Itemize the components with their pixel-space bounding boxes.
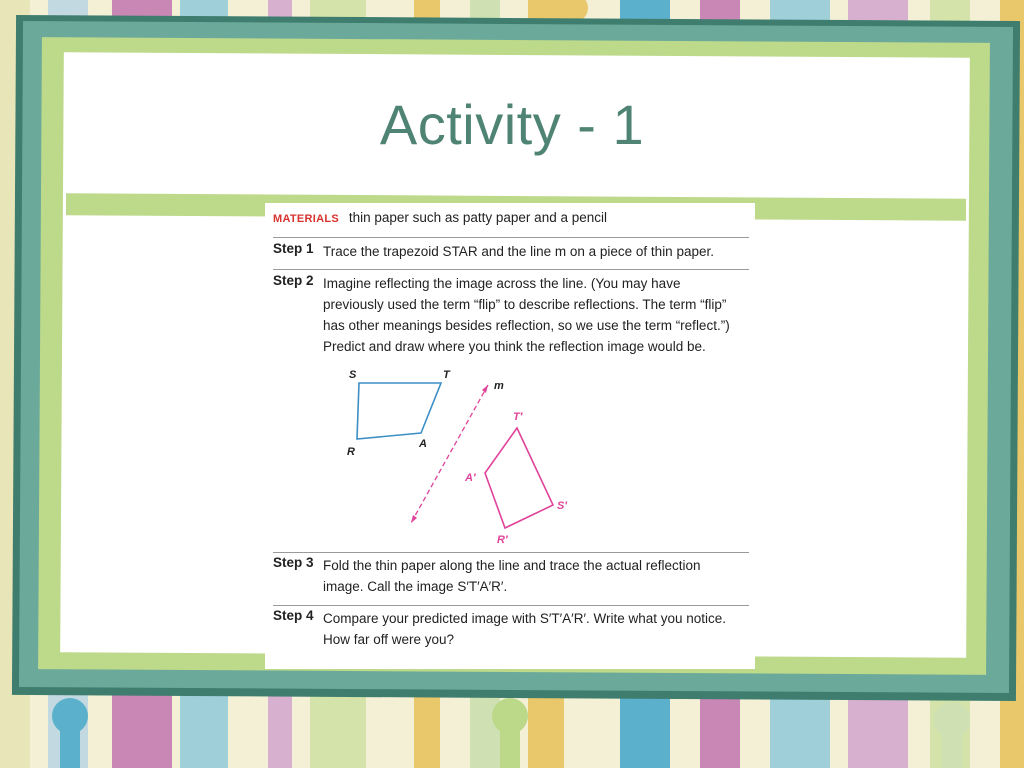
trapezoid-star bbox=[357, 383, 441, 439]
step-line: Predict and draw where you think the reflection image would be. bbox=[323, 339, 706, 354]
step-text: Trace the trapezoid STAR and the line m on a piece of thin paper. bbox=[323, 244, 714, 259]
vertex-label-a: A bbox=[419, 438, 427, 450]
vertex-label-r: R bbox=[347, 446, 355, 458]
vertex-label-s-prime: S′ bbox=[557, 500, 567, 512]
line-arrow-top bbox=[482, 385, 488, 393]
line-m bbox=[411, 385, 488, 523]
divider bbox=[273, 605, 749, 606]
step-line: Fold the thin paper along the line and trace the actual reflection bbox=[323, 558, 701, 573]
step-label: Step 1 bbox=[273, 241, 314, 256]
divider bbox=[273, 237, 749, 238]
step-line: previously used the term “flip” to describe reflections. The term “flip” bbox=[323, 297, 727, 312]
vertex-label-t: T bbox=[443, 369, 450, 381]
divider bbox=[273, 552, 749, 553]
vertex-label-r-prime: R′ bbox=[497, 534, 508, 546]
step-text bbox=[323, 555, 751, 597]
step-text bbox=[323, 608, 751, 650]
materials-label: MATERIALS bbox=[273, 213, 340, 225]
vertex-label-a-prime: A′ bbox=[465, 472, 476, 484]
step-text bbox=[323, 273, 751, 357]
step-line: Imagine reflecting the image across the line. (You may have bbox=[323, 276, 681, 291]
step-line: How far off were you? bbox=[323, 632, 455, 647]
activity-card bbox=[265, 203, 755, 669]
step-label: Step 2 bbox=[273, 273, 314, 288]
materials-text: thin paper such as patty paper and a pencil bbox=[348, 210, 607, 225]
vertex-label-t-prime: T′ bbox=[513, 411, 523, 423]
step-label: Step 4 bbox=[273, 608, 314, 623]
reflection-figure bbox=[325, 363, 585, 553]
trapezoid-reflection bbox=[485, 428, 553, 528]
materials-row bbox=[273, 210, 749, 225]
step-line: image. Call the image S′T′A′R′. bbox=[323, 579, 508, 594]
slide-title: Activity - 1 bbox=[379, 93, 645, 156]
vertex-label-s: S bbox=[349, 369, 357, 381]
line-label-m: m bbox=[494, 380, 504, 392]
step-line: has other meanings besides reflection, so we use the term “reflect.”) bbox=[323, 318, 730, 333]
line-arrow-bottom bbox=[411, 515, 417, 523]
step-label: Step 3 bbox=[273, 555, 314, 570]
divider bbox=[273, 269, 749, 270]
step-line: Compare your predicted image with S′T′A′R′. Write what you notice. bbox=[323, 611, 727, 626]
